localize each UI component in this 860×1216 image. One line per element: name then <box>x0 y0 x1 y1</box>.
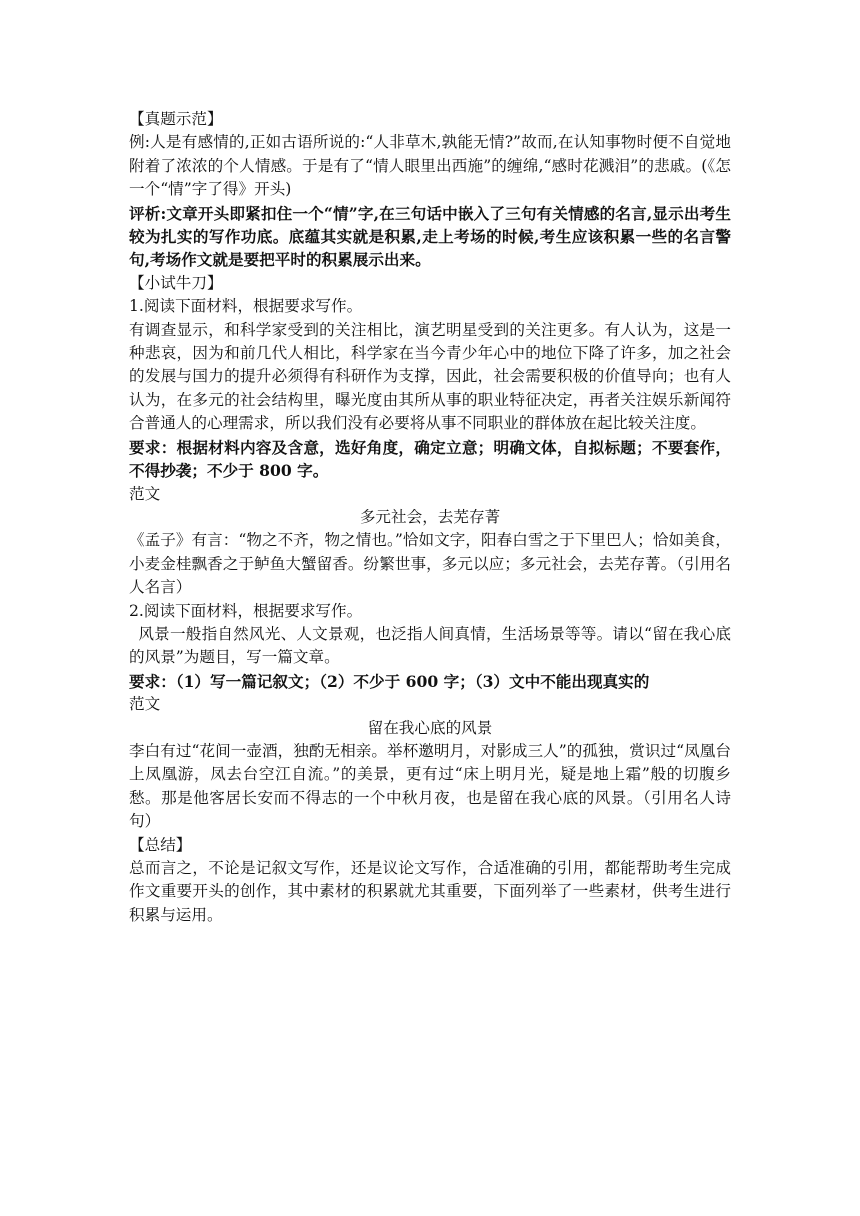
section-heading-examples: 【真题示范】 <box>129 110 223 128</box>
question-2-sample-label: 范文 <box>129 695 161 714</box>
question-2-sample-title: 留在我心底的风景 <box>367 718 493 737</box>
question-2-sample-text: 李白有过“花间一壶酒，独酌无相亲。举杯邀明月，对影成三人”的孤独，赏识过“凤凰台上凤凰游，凤去台空江自流。”的美景，更有过“床上明月光，疑是地上霜”般的切腹乡愁。那是他客居长安而不得志的一个中秋月夜，也是留在我心底的风景。（引用名人诗句） <box>129 741 731 831</box>
section-heading-practice: 【小试牛刀】 <box>129 273 223 292</box>
question-2-requirement: 要求：（1）写一篇记叙文；（2）不少于 600 字；（3）文中不能出现真实的 <box>129 671 650 691</box>
question-1-material: 有调查显示，和科学家受到的关注相比，演艺明星受到的关注更多。有人认为，这是一种悲哀，因为和前几代人相比，科学家在当今青少年心中的地位下降了许多，加之社会的发展与国力的提升必须得有科研作为支撑，因此，社会需要积极的价值导向；也有人认为，在多元的社会结构里，曝光度由其所从事的职业特征决定，再者关注娱乐新闻符合普通人的心理需求，所以我们没有必要将从事不同职业的群体放在起比较关注度。 <box>129 320 731 433</box>
analysis-paragraph: 评析:文章开头即紧扣住一个“情”字,在三句话中嵌入了三句有关情感的名言,显示出考生较为扎实的写作功底。底蕴其实就是积累,走上考场的时候,考生应该积累一些的名言警句,考场作文就是要把平时的积累展示出来。 <box>129 203 731 270</box>
example-paragraph: 例:人是有感情的,正如古语所说的:“人非草木,孰能无情?”故而,在认知事物时便不自觉地附着了浓浓的个人情感。于是有了“情人眼里出西施”的缠绵,“感时花溅泪”的悲戚。(《怎一个“情”字了得》开头) <box>129 133 731 199</box>
section-heading-summary: 【总结】 <box>129 835 192 854</box>
summary-paragraph: 总而言之，不论是记叙文写作，还是议论文写作，合适准确的引用，都能帮助考生完成作文重要开头的创作，其中素材的积累就尤其重要，下面列举了一些素材，供考生进行积累与运用。 <box>129 859 731 924</box>
question-1-requirement: 要求：根据材料内容及含意，选好角度，确定立意；明确文体，自拟标题；不要套作，不得抄袭；不少于 800 字。 <box>129 437 731 481</box>
question-1-sample-label: 范文 <box>129 484 161 503</box>
question-2-prompt: 2.阅读下面材料，根据要求写作。 <box>129 601 363 620</box>
question-1-sample-title: 多元社会，去芜存菁 <box>359 507 501 526</box>
question-2-material: 风景一般指自然风光、人文景观，也泛指人间真情，生活场景等等。请以“留在我心底的风景”为题目，写一篇文章。 <box>129 624 731 667</box>
question-1-sample-text: 《孟子》有言：“物之不齐，物之情也。”恰如文字，阳春白雪之于下里巴人；恰如美食，小麦金桂飘香之于鲈鱼大蟹留香。纷繁世事，多元以应；多元社会，去芜存菁。（引用名人名言） <box>129 531 731 597</box>
question-1-prompt: 1.阅读下面材料，根据要求写作。 <box>129 297 363 316</box>
document-page <box>129 108 731 927</box>
